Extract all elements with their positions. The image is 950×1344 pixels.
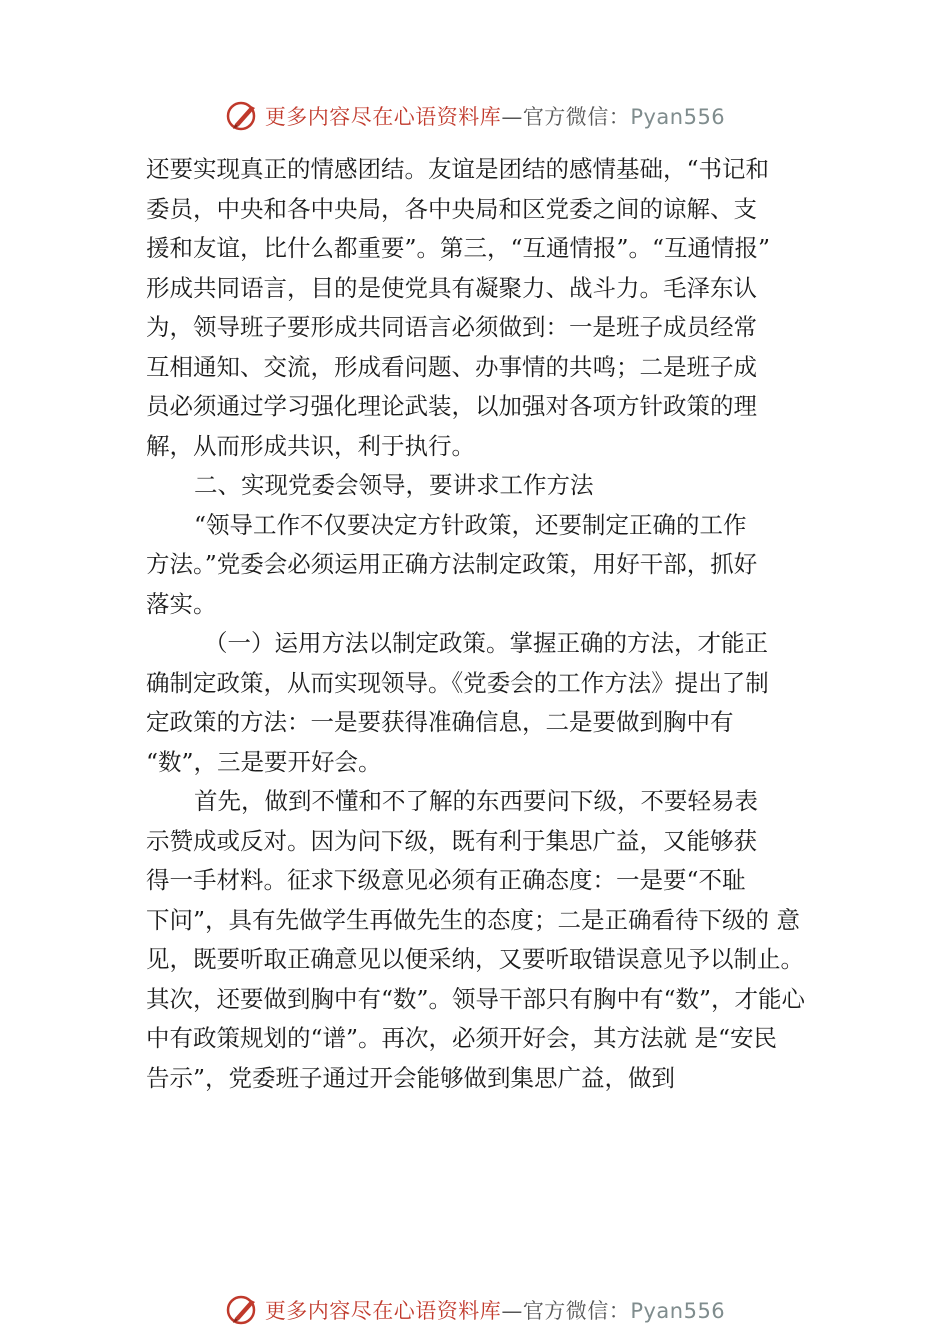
banner-text bbox=[265, 1295, 725, 1325]
banner-sep: — bbox=[501, 1299, 523, 1323]
text-line: 方法。”党委会必须运用正确方法制定政策，用好干部，抓好 bbox=[146, 550, 758, 578]
text-line: 为，领导班子要形成共同语言必须做到：一是班子成员经常 bbox=[146, 313, 757, 341]
text-line: 形成共同语言，目的是使党具有凝聚力、战斗力。毛泽东认 bbox=[146, 273, 757, 302]
banner-main: 更多内容尽在心语资料库 bbox=[264, 1299, 502, 1323]
text-line: 中有政策规划的“谱”。再次，必须开好会，其方法就 是“安民 bbox=[146, 1024, 778, 1052]
banner-wechat: Pyan556 bbox=[630, 1299, 726, 1323]
pen-logo-icon bbox=[225, 1292, 261, 1328]
banner-label: 官方微信： bbox=[522, 1299, 631, 1323]
pen-logo-icon bbox=[225, 98, 261, 134]
text-line: 其次，还要做到胸中有“数”。领导干部只有胸中有“数”，才能心 bbox=[146, 984, 806, 1013]
text-line: 定政策的方法：一是要获得准确信息，二是要做到胸中有 bbox=[146, 708, 734, 736]
banner-wechat: Pyan556 bbox=[630, 105, 726, 129]
text-line: 解，从而形成共识，利于执行。 bbox=[146, 431, 475, 460]
text-line: 告示”，党委班子通过开会能够做到集思广益，做到 bbox=[146, 1063, 676, 1092]
banner-main: 更多内容尽在心语资料库 bbox=[264, 105, 502, 129]
text-line: “数”，三是要开好会。 bbox=[146, 747, 382, 776]
banner-label: 官方微信： bbox=[522, 105, 631, 129]
banner-sep: — bbox=[501, 105, 523, 129]
text-line: 互相通知、交流，形成看问题、办事情的共鸣；二是班子成 bbox=[146, 352, 757, 381]
text-line: “领导工作不仅要决定方针政策，还要制定正确的工作 bbox=[194, 510, 747, 539]
text-line: 见，既要听取正确意见以便采纳，又要听取错误意见予以制止。 bbox=[146, 945, 804, 973]
text-line: 落实。 bbox=[146, 589, 217, 618]
text-line: 下问”，具有先做学生再做先生的态度；二是正确看待下级的 意 bbox=[146, 905, 800, 934]
header-banner bbox=[0, 96, 950, 136]
text-line: （一）运用方法以制定政策。掌握正确的方法，才能正 bbox=[204, 629, 768, 657]
text-line: 得一手材料。征求下级意见必须有正确态度：一是要“不耻 bbox=[146, 866, 746, 894]
banner-text bbox=[265, 101, 725, 131]
text-line: 委员，中央和各中央局，各中央局和区党委之间的谅解、支 bbox=[146, 194, 757, 223]
text-line: 首先，做到不懂和不了解的东西要问下级，不要轻易表 bbox=[194, 787, 758, 815]
text-line: 还要实现真正的情感团结。友谊是团结的感情基础，“书记和 bbox=[146, 155, 770, 183]
text-line: 员必须通过学习强化理论武装，以加强对各项方针政策的理 bbox=[146, 392, 757, 420]
text-line: 确制定政策，从而实现领导。《党委会的工作方法》提出了制 bbox=[146, 668, 769, 697]
document-body bbox=[146, 150, 836, 1098]
footer-banner bbox=[0, 1290, 950, 1330]
text-line: 示赞成或反对。因为问下级，既有利于集思广益，又能够获 bbox=[146, 826, 757, 855]
text-line: 援和友谊，比什么都重要”。第三，“互通情报”。“互通情报” bbox=[146, 234, 771, 262]
text-line: 二、实现党委会领导，要讲求工作方法 bbox=[194, 471, 594, 499]
